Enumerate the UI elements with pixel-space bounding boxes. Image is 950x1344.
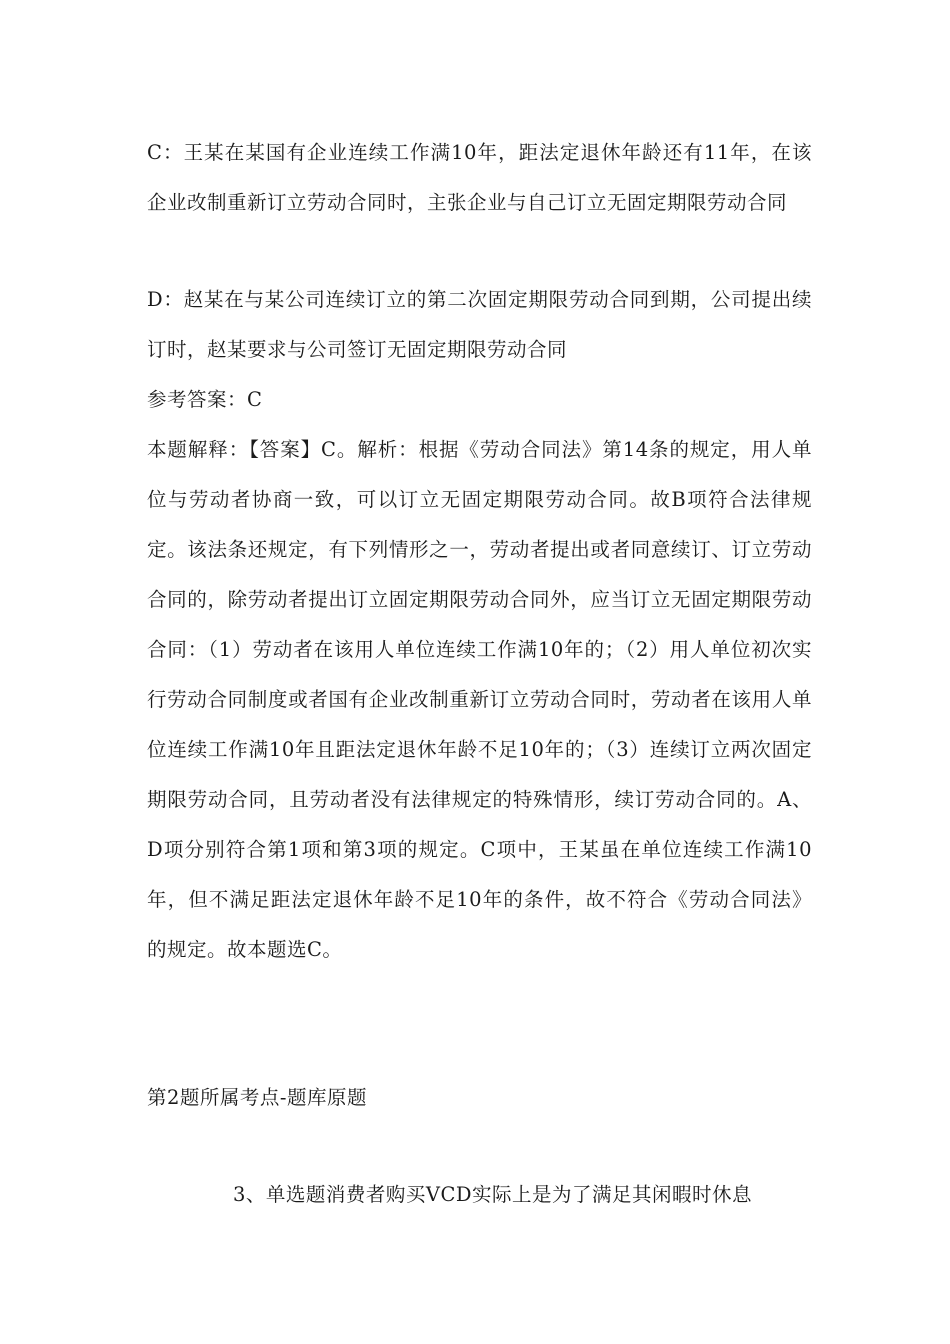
option-d-text: D：赵某在与某公司连续订立的第二次固定期限劳动合同到期，公司提出续订时，赵某要求与公司签订无固定期限劳动合同 — [147, 288, 812, 361]
reference-answer-block — [147, 375, 812, 425]
topic-block — [147, 1073, 812, 1123]
topic-text: 第2题所属考点-题库原题 — [147, 1086, 367, 1109]
reference-answer-text: 参考答案：C — [147, 388, 263, 411]
option-c-block — [147, 128, 812, 228]
explanation-text: 本题解释：【答案】C。解析：根据《劳动合同法》第14条的规定，用人单位与劳动者协商一致，可以订立无固定期限劳动合同。故B项符合法律规定。该法条还规定，有下列情形之一，劳动者提出或者同意续订、订立劳动合同的，除劳动者提出订立固定期限劳动合同外，应当订立无固定期限劳动合同：（1）劳动者在该用人单位连续工作满10年的；（2）用人单位初次实行劳动合同制度或者国有企业改制重新订立劳动合同时，劳动者在该用人单位连续工作满10年且距法定退休年龄不足10年的；（3）连续订立两次固定期限劳动合同，且劳动者没有法律规定的特殊情形，续订劳动合同的。A、D项分别符合第1项和第3项的规定。C项中，王某虽在单位连续工作满10年，但不满足距法定退休年龄不足10年的条件，故不符合《劳动合同法》的规定。故本题选C。 — [147, 438, 812, 961]
next-question: 3、单选题消费者购买VCD实际上是为了满足其闲暇时休息 — [233, 1183, 753, 1206]
explanation-block — [147, 425, 812, 975]
option-c-text: C：王某在某国有企业连续工作满10年，距法定退休年龄还有11年，在该企业改制重新订立劳动合同时，主张企业与自己订立无固定期限劳动合同 — [147, 141, 812, 214]
option-d-block — [147, 275, 812, 375]
